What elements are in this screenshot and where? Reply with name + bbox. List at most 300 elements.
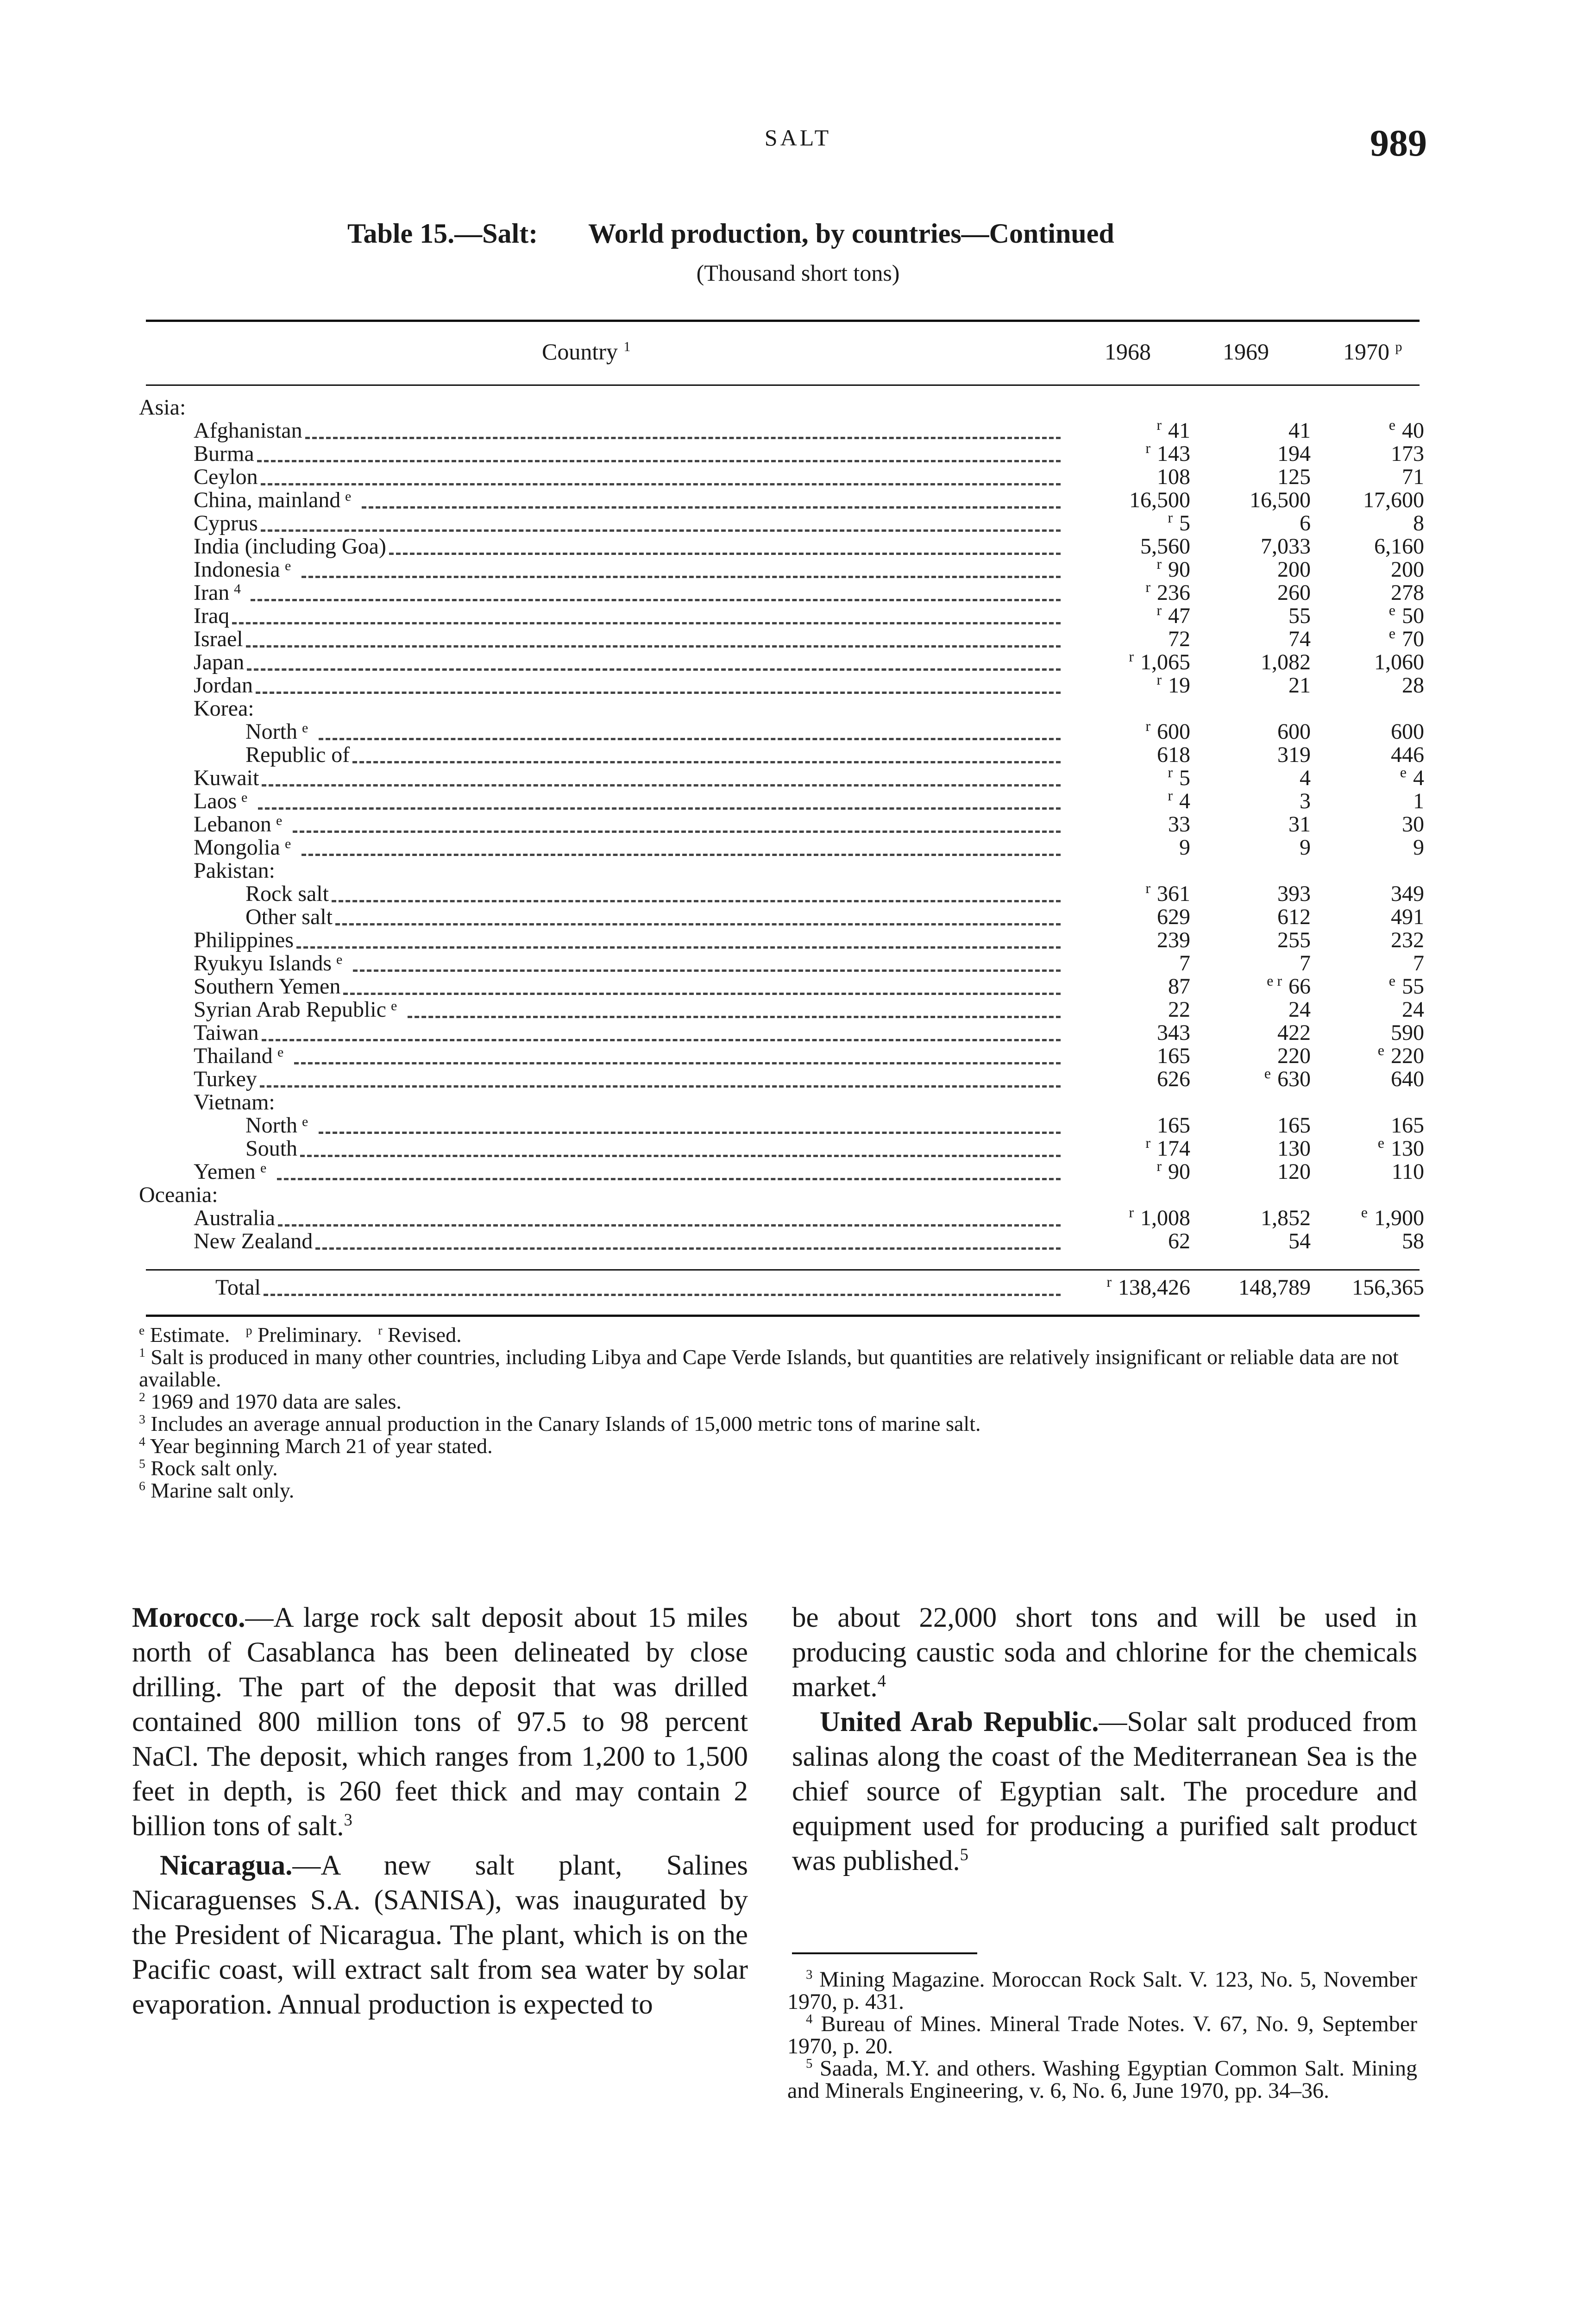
value-number: 5 bbox=[1179, 511, 1190, 535]
value-flag: e bbox=[1377, 1042, 1384, 1058]
table-row bbox=[0, 998, 1596, 1021]
value-number: 28 bbox=[1402, 673, 1424, 698]
value-number: 5,560 bbox=[1140, 534, 1190, 559]
value-number: 16,500 bbox=[1250, 488, 1311, 512]
table-row bbox=[0, 1183, 1596, 1207]
value-number: 1,852 bbox=[1261, 1206, 1311, 1230]
value-number: 165 bbox=[1157, 1113, 1190, 1138]
row-label: Asia: bbox=[139, 395, 186, 420]
value-cell bbox=[1079, 1230, 1190, 1253]
dot-leader bbox=[232, 622, 1061, 624]
row-label: Ceylon bbox=[194, 465, 258, 489]
value-number: 4 bbox=[1413, 766, 1424, 790]
row-label-note: e bbox=[285, 836, 291, 851]
value-cell bbox=[1079, 1273, 1190, 1300]
value-cell bbox=[1200, 1065, 1311, 1091]
value-number: 220 bbox=[1391, 1044, 1424, 1068]
dot-leader bbox=[293, 831, 1061, 833]
dot-leader bbox=[246, 645, 1061, 648]
table-row bbox=[0, 972, 1596, 999]
column-header-1968: 1968 bbox=[1105, 339, 1151, 365]
table-row bbox=[0, 648, 1596, 674]
value-number: 17,600 bbox=[1363, 488, 1424, 512]
value-cell bbox=[1200, 1276, 1311, 1299]
value-cell bbox=[1200, 489, 1311, 512]
value-cell bbox=[1079, 555, 1190, 582]
value-cell bbox=[1079, 1021, 1190, 1045]
dot-leader bbox=[294, 1062, 1061, 1064]
value-flag: r bbox=[1168, 509, 1173, 526]
value-cell bbox=[1200, 836, 1311, 859]
table-row bbox=[0, 509, 1596, 535]
value-cell bbox=[1313, 1021, 1424, 1045]
table-row bbox=[0, 743, 1596, 767]
value-number: 1,008 bbox=[1140, 1206, 1190, 1230]
reference-4: $^4$ Bureau of Mines. Mineral Trade Notes. V. 67, No. 9, September 1970, p. 20. bbox=[787, 2012, 1417, 2058]
value-number: 7 bbox=[1300, 951, 1311, 975]
dot-leader bbox=[389, 553, 1061, 555]
dot-leader bbox=[352, 761, 1061, 763]
value-number: 165 bbox=[1391, 1113, 1424, 1138]
value-number: 3 bbox=[1300, 789, 1311, 813]
row-label: Afghanistan bbox=[194, 418, 302, 443]
value-number: 54 bbox=[1288, 1229, 1311, 1253]
value-number: 71 bbox=[1402, 465, 1424, 489]
value-flag: e bbox=[1400, 764, 1407, 780]
dot-leader bbox=[315, 1247, 1061, 1250]
table-row bbox=[0, 604, 1596, 628]
value-number: 4 bbox=[1300, 766, 1311, 790]
value-cell bbox=[1079, 882, 1190, 906]
column-header-country: Country $^1$ bbox=[542, 339, 631, 365]
value-cell bbox=[1079, 628, 1190, 651]
row-label: Total bbox=[215, 1275, 261, 1300]
value-number: 618 bbox=[1157, 743, 1190, 767]
value-flag: r bbox=[1156, 555, 1162, 572]
dot-leader bbox=[258, 807, 1061, 810]
value-flag: e bbox=[1377, 1134, 1384, 1151]
value-number: 9 bbox=[1179, 835, 1190, 860]
value-cell bbox=[1313, 1230, 1424, 1253]
value-number: 640 bbox=[1391, 1067, 1424, 1091]
value-flag: e r bbox=[1267, 972, 1282, 989]
dot-leader bbox=[353, 969, 1061, 972]
value-flag: r bbox=[1129, 648, 1134, 665]
value-number: 236 bbox=[1157, 580, 1190, 605]
value-number: 30 bbox=[1402, 812, 1424, 837]
value-number: 55 bbox=[1288, 604, 1311, 628]
table-row bbox=[0, 813, 1596, 836]
value-cell bbox=[1200, 442, 1311, 466]
value-cell bbox=[1200, 767, 1311, 790]
value-cell bbox=[1079, 442, 1190, 466]
value-cell bbox=[1313, 558, 1424, 581]
row-label: South bbox=[245, 1136, 298, 1161]
value-flag: e bbox=[1389, 602, 1395, 618]
table-row bbox=[0, 1042, 1596, 1068]
table-row bbox=[0, 1021, 1596, 1045]
value-cell bbox=[1313, 1276, 1424, 1299]
value-number: 278 bbox=[1391, 580, 1424, 605]
value-cell bbox=[1313, 651, 1424, 674]
table-row bbox=[0, 535, 1596, 558]
paragraph-morocco: Morocco.—A large rock salt deposit about 15 miles north of Casablanca has been delineated by close drilling. The part of the deposit that was drilled contained 800 million tons of 97.5 to 98 percent NaCl. The deposit, which ranges from 1,200 to 1,500 feet in depth, is 260 feet thick and may contain 2 billion tons of salt.$^3$ bbox=[132, 1602, 748, 1842]
value-number: 1 bbox=[1413, 789, 1424, 813]
value-number: 19 bbox=[1168, 673, 1190, 698]
value-cell bbox=[1079, 509, 1190, 535]
row-label-note: e bbox=[260, 1160, 267, 1176]
dot-leader bbox=[300, 1155, 1061, 1157]
value-number: 7 bbox=[1179, 951, 1190, 975]
value-cell bbox=[1079, 1045, 1190, 1068]
row-label: Mongolia bbox=[194, 835, 280, 860]
value-number: 600 bbox=[1391, 719, 1424, 744]
value-number: 87 bbox=[1168, 974, 1190, 999]
value-flag: e bbox=[1389, 625, 1395, 642]
value-cell bbox=[1079, 717, 1190, 744]
row-label: India (including Goa) bbox=[194, 534, 386, 559]
dot-leader bbox=[256, 692, 1061, 694]
table-row bbox=[0, 625, 1596, 651]
value-number: 130 bbox=[1277, 1136, 1311, 1161]
value-flag: r bbox=[1156, 602, 1162, 618]
value-flag: r bbox=[1156, 671, 1162, 688]
value-cell bbox=[1313, 972, 1424, 999]
value-flag: r bbox=[1168, 787, 1173, 804]
row-label: Indonesia bbox=[194, 557, 280, 582]
dot-leader bbox=[261, 529, 1061, 532]
value-cell bbox=[1079, 929, 1190, 952]
row-label: Korea: bbox=[194, 696, 254, 721]
value-cell bbox=[1200, 1021, 1311, 1045]
table-row bbox=[0, 906, 1596, 929]
value-number: 260 bbox=[1277, 580, 1311, 605]
value-number: 130 bbox=[1391, 1136, 1424, 1161]
value-cell bbox=[1200, 512, 1311, 535]
row-label: Lebanon bbox=[194, 812, 271, 837]
row-label: China, mainland bbox=[194, 488, 341, 512]
row-label-note: e bbox=[345, 489, 352, 504]
value-flag: e bbox=[1264, 1065, 1271, 1082]
column-header-1970: 1970 $^p$ bbox=[1343, 339, 1402, 365]
value-number: 4 bbox=[1179, 789, 1190, 813]
table-row bbox=[0, 671, 1596, 698]
value-cell bbox=[1313, 764, 1424, 790]
value-number: 47 bbox=[1168, 604, 1190, 628]
value-flag: r bbox=[1145, 1134, 1150, 1151]
value-number: 220 bbox=[1277, 1044, 1311, 1068]
value-number: 9 bbox=[1413, 835, 1424, 860]
value-flag: r bbox=[1156, 1158, 1162, 1174]
dot-leader bbox=[251, 599, 1061, 601]
value-cell bbox=[1313, 512, 1424, 535]
value-number: 194 bbox=[1277, 441, 1311, 466]
value-number: 1,900 bbox=[1374, 1206, 1424, 1230]
table-row bbox=[0, 396, 1596, 419]
value-number: 1,065 bbox=[1140, 650, 1190, 674]
row-label: Rock salt bbox=[245, 881, 329, 906]
value-cell bbox=[1313, 813, 1424, 836]
value-cell bbox=[1200, 929, 1311, 952]
dot-leader bbox=[362, 506, 1061, 509]
value-number: 1,060 bbox=[1374, 650, 1424, 674]
value-cell bbox=[1200, 813, 1311, 836]
dot-leader bbox=[262, 1039, 1061, 1041]
value-cell bbox=[1200, 1207, 1311, 1230]
value-number: 446 bbox=[1391, 743, 1424, 767]
value-number: 600 bbox=[1157, 719, 1190, 744]
value-cell bbox=[1079, 952, 1190, 975]
value-cell bbox=[1079, 764, 1190, 790]
value-number: 629 bbox=[1157, 905, 1190, 929]
value-cell bbox=[1079, 998, 1190, 1021]
value-cell bbox=[1313, 998, 1424, 1021]
table-row bbox=[0, 764, 1596, 790]
value-number: 90 bbox=[1168, 1159, 1190, 1184]
footnote-legend: $^e$ Estimate. $^p$ Preliminary. $^r$ Revised. bbox=[139, 1322, 462, 1347]
table-footnotes bbox=[139, 1324, 1426, 1502]
value-number: 319 bbox=[1277, 743, 1311, 767]
value-cell bbox=[1200, 674, 1311, 697]
value-flag: r bbox=[1145, 880, 1150, 896]
value-cell bbox=[1200, 1045, 1311, 1068]
value-number: 6 bbox=[1300, 511, 1311, 535]
table-row bbox=[0, 929, 1596, 952]
value-number: 24 bbox=[1402, 997, 1424, 1022]
value-flag: r bbox=[1156, 416, 1162, 433]
value-number: 33 bbox=[1168, 812, 1190, 837]
value-number: 165 bbox=[1277, 1113, 1311, 1138]
row-label: Kuwait bbox=[194, 766, 259, 790]
row-label-note: e bbox=[241, 790, 248, 805]
table-row bbox=[0, 859, 1596, 882]
dot-leader bbox=[408, 1016, 1061, 1018]
value-number: 361 bbox=[1157, 881, 1190, 906]
value-number: 590 bbox=[1391, 1020, 1424, 1045]
value-cell bbox=[1079, 836, 1190, 859]
row-label: Burma bbox=[194, 441, 254, 466]
table-row bbox=[0, 697, 1596, 720]
value-number: 108 bbox=[1157, 465, 1190, 489]
value-cell bbox=[1200, 419, 1311, 442]
value-number: 491 bbox=[1391, 905, 1424, 929]
value-cell bbox=[1200, 651, 1311, 674]
table-row bbox=[0, 1114, 1596, 1137]
row-label: Laos bbox=[194, 789, 237, 813]
dot-leader bbox=[247, 668, 1061, 671]
footnote-3: $^3$ Includes an average annual production in the Canary Islands of 15,000 metric tons of marine salt. bbox=[139, 1411, 981, 1435]
dot-leader bbox=[332, 900, 1061, 902]
value-cell bbox=[1079, 604, 1190, 628]
value-cell bbox=[1313, 1068, 1424, 1091]
row-label: Japan bbox=[194, 650, 245, 674]
table-row bbox=[0, 466, 1596, 489]
dot-leader bbox=[278, 1224, 1061, 1227]
dot-leader bbox=[305, 437, 1061, 439]
value-number: 120 bbox=[1277, 1159, 1311, 1184]
table-row bbox=[0, 1134, 1596, 1161]
value-cell bbox=[1313, 604, 1424, 628]
value-cell bbox=[1079, 1114, 1190, 1137]
value-cell bbox=[1200, 720, 1311, 743]
value-number: 31 bbox=[1288, 812, 1311, 837]
value-number: 62 bbox=[1168, 1229, 1190, 1253]
footnote-1: $^1$ Salt is produced in many other countries, including Libya and Cape Verde Islands, but quantities are relatively insignificant or reliable data are not available. bbox=[139, 1345, 1399, 1391]
value-number: 200 bbox=[1277, 557, 1311, 582]
value-cell bbox=[1079, 906, 1190, 929]
row-label-note: 4 bbox=[234, 581, 241, 597]
value-cell bbox=[1313, 1134, 1424, 1161]
table-row bbox=[0, 952, 1596, 975]
footnote-4: $^4$ Year beginning March 21 of year stated. bbox=[139, 1434, 493, 1458]
value-cell bbox=[1079, 1068, 1190, 1091]
value-cell bbox=[1200, 581, 1311, 604]
value-cell bbox=[1079, 648, 1190, 674]
value-cell bbox=[1313, 1160, 1424, 1183]
value-flag: e bbox=[1389, 972, 1395, 989]
value-number: 626 bbox=[1157, 1067, 1190, 1091]
value-cell bbox=[1313, 836, 1424, 859]
value-cell bbox=[1079, 787, 1190, 813]
value-cell bbox=[1313, 489, 1424, 512]
value-cell bbox=[1313, 743, 1424, 767]
table-subtitle: (Thousand short tons) bbox=[696, 260, 900, 286]
table-row bbox=[0, 416, 1596, 443]
value-number: 7,033 bbox=[1261, 534, 1311, 559]
value-number: 50 bbox=[1402, 604, 1424, 628]
dot-leader bbox=[319, 1132, 1061, 1134]
table-row bbox=[0, 1091, 1596, 1114]
value-number: 156,365 bbox=[1352, 1275, 1424, 1300]
value-number: 41 bbox=[1288, 418, 1311, 443]
dot-leader bbox=[262, 784, 1061, 787]
value-number: 6,160 bbox=[1374, 534, 1424, 559]
value-cell bbox=[1200, 998, 1311, 1021]
value-cell bbox=[1079, 671, 1190, 698]
table-top-rule bbox=[146, 320, 1420, 322]
dot-leader bbox=[335, 923, 1061, 925]
reference-5: $^5$ Saada, M.Y. and others. Washing Egyptian Common Salt. Mining and Minerals Engineering, v. 6, No. 6, June 1970, pp. 34–36. bbox=[787, 2056, 1418, 2103]
value-flag: r bbox=[1129, 1204, 1134, 1221]
value-number: 66 bbox=[1288, 974, 1311, 999]
value-number: 74 bbox=[1288, 627, 1311, 651]
row-label: Iraq bbox=[194, 604, 230, 628]
value-number: 70 bbox=[1402, 627, 1424, 651]
value-number: 422 bbox=[1277, 1020, 1311, 1045]
row-label: Republic of bbox=[245, 743, 350, 767]
row-label: Israel bbox=[194, 627, 243, 651]
value-flag: e bbox=[1389, 416, 1395, 433]
value-number: 24 bbox=[1288, 997, 1311, 1022]
value-cell bbox=[1200, 790, 1311, 813]
value-cell bbox=[1313, 466, 1424, 489]
value-cell bbox=[1200, 906, 1311, 929]
value-cell bbox=[1313, 952, 1424, 975]
row-label: Cyprus bbox=[194, 511, 258, 535]
value-cell bbox=[1079, 1204, 1190, 1230]
value-number: 55 bbox=[1402, 974, 1424, 999]
value-number: 165 bbox=[1157, 1044, 1190, 1068]
row-label-note: e bbox=[276, 813, 283, 828]
dot-leader bbox=[302, 854, 1061, 856]
row-label: Jordan bbox=[194, 673, 253, 698]
value-cell bbox=[1200, 1137, 1311, 1160]
value-cell bbox=[1200, 558, 1311, 581]
footnote-6: $^6$ Marine salt only. bbox=[139, 1478, 295, 1502]
value-cell bbox=[1200, 1160, 1311, 1183]
value-cell bbox=[1313, 442, 1424, 466]
value-cell bbox=[1313, 790, 1424, 813]
value-number: 72 bbox=[1168, 627, 1190, 651]
row-label-note: e bbox=[302, 720, 308, 736]
table-row bbox=[0, 1230, 1596, 1253]
value-number: 58 bbox=[1402, 1229, 1424, 1253]
row-label: Thailand bbox=[194, 1044, 273, 1068]
value-number: 232 bbox=[1391, 928, 1424, 952]
value-number: 90 bbox=[1168, 557, 1190, 582]
value-number: 5 bbox=[1179, 766, 1190, 790]
dot-leader bbox=[319, 738, 1061, 740]
row-label: Turkey bbox=[194, 1067, 257, 1091]
row-label-note: e bbox=[277, 1045, 284, 1060]
dot-leader bbox=[302, 576, 1061, 578]
dot-leader bbox=[264, 1294, 1061, 1296]
references bbox=[787, 1969, 1417, 2102]
row-label: Taiwan bbox=[194, 1020, 259, 1045]
value-number: 40 bbox=[1402, 418, 1424, 443]
row-label: Australia bbox=[194, 1206, 275, 1230]
value-number: 143 bbox=[1157, 441, 1190, 466]
value-cell bbox=[1079, 1134, 1190, 1161]
value-cell bbox=[1079, 466, 1190, 489]
value-cell bbox=[1200, 972, 1311, 999]
dot-leader bbox=[277, 1178, 1061, 1180]
body-column-right bbox=[792, 1600, 1417, 1878]
table-row bbox=[0, 787, 1596, 813]
value-flag: r bbox=[1168, 764, 1173, 780]
row-label: Pakistan: bbox=[194, 858, 275, 883]
value-cell bbox=[1200, 743, 1311, 767]
paragraph-nicaragua: Nicaragua.—A new salt plant, Salines Nicaraguenses S.A. (SANISA), was inaugurated by the President of Nicaragua. The plant, which is on the Pacific coast, will extract salt from sea water by solar evaporation. Annual production is expected to bbox=[132, 1850, 748, 2020]
value-cell bbox=[1079, 489, 1190, 512]
row-label: Other salt bbox=[245, 905, 333, 929]
value-cell bbox=[1313, 1204, 1424, 1230]
table-row bbox=[0, 581, 1596, 604]
value-cell bbox=[1200, 535, 1311, 558]
paragraph-continuation: be about 22,000 short tons and will be used in producing caustic soda and chlorine for the chemicals market.$^4$ bbox=[792, 1602, 1417, 1703]
table-row bbox=[0, 489, 1596, 512]
row-label: North bbox=[245, 1113, 297, 1138]
row-label: Philippines bbox=[194, 928, 294, 952]
value-cell bbox=[1079, 975, 1190, 998]
dot-leader bbox=[296, 946, 1061, 949]
row-label: Ryukyu Islands bbox=[194, 951, 332, 975]
value-cell bbox=[1313, 581, 1424, 604]
table-row bbox=[0, 717, 1596, 744]
table-title bbox=[347, 218, 1274, 250]
value-number: 125 bbox=[1277, 465, 1311, 489]
value-cell bbox=[1200, 882, 1311, 906]
value-cell bbox=[1200, 1114, 1311, 1137]
value-number: 600 bbox=[1277, 719, 1311, 744]
value-number: 41 bbox=[1168, 418, 1190, 443]
row-label: Southern Yemen bbox=[194, 974, 341, 999]
row-label: Iran bbox=[194, 580, 230, 605]
value-number: 22 bbox=[1168, 997, 1190, 1022]
value-flag: e bbox=[1361, 1204, 1368, 1221]
value-cell bbox=[1313, 416, 1424, 443]
value-number: 173 bbox=[1391, 441, 1424, 466]
